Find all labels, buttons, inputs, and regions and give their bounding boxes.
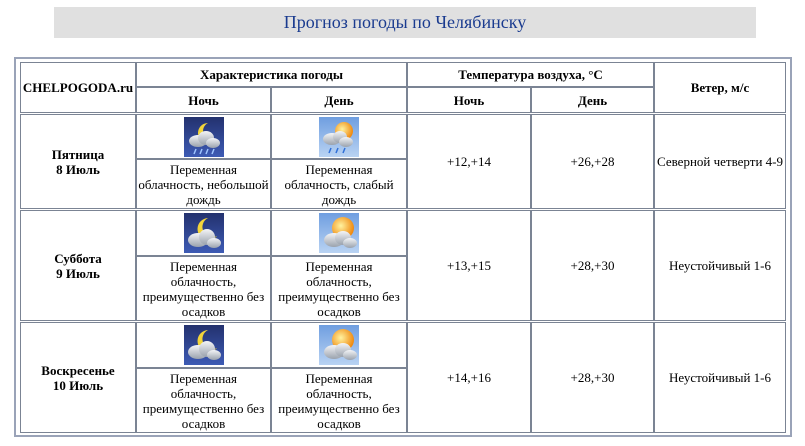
day-description: Переменная облачность, слабый дождь [271, 159, 407, 209]
night-icon-cell [136, 210, 271, 256]
night-icon-cell [136, 114, 271, 159]
night-description: Переменная облачность, преимущественно без осадков [136, 256, 271, 321]
header-temp-day: День [531, 87, 654, 113]
site-name: CHELPOGODA.ru [20, 62, 136, 113]
wind: Северной четверти 4-9 [654, 114, 786, 209]
day-sun-cloud-icon [319, 325, 359, 365]
day-label [20, 114, 136, 209]
night-description: Переменная облачность, преимущественно без осадков [136, 368, 271, 433]
night-icon-cell [136, 322, 271, 368]
title-bar [54, 7, 756, 38]
header-temp: Температура воздуха, °С [407, 62, 654, 87]
weekday: Воскресенье [41, 362, 115, 378]
header-wind: Ветер, м/с [654, 62, 786, 113]
day-label [20, 322, 136, 433]
day-icon-cell [271, 114, 407, 159]
header-weather: Характеристика погоды [136, 62, 407, 87]
day-description: Переменная облачность, преимущественно без осадков [271, 368, 407, 433]
wind: Неустойчивый 1-6 [654, 322, 786, 433]
weekday: Суббота [54, 250, 102, 266]
header-weather-day: День [271, 87, 407, 113]
temp-night: +13,+15 [407, 210, 531, 321]
date: 8 Июль [56, 161, 100, 177]
night-description: Переменная облачность, небольшой дождь [136, 159, 271, 209]
weekday: Пятница [51, 146, 105, 162]
day-sun-cloud-rain-icon [319, 117, 359, 157]
wind: Неустойчивый 1-6 [654, 210, 786, 321]
night-moon-cloud-icon [184, 325, 224, 365]
temp-day: +28,+30 [531, 210, 654, 321]
header-weather-night: Ночь [136, 87, 271, 113]
temp-day: +26,+28 [531, 114, 654, 209]
day-icon-cell [271, 210, 407, 256]
date: 10 Июль [52, 377, 104, 393]
date: 9 Июль [56, 265, 100, 281]
day-label [20, 210, 136, 321]
night-moon-cloud-icon [184, 213, 224, 253]
day-icon-cell [271, 322, 407, 368]
night-moon-cloud-rain-icon [184, 117, 224, 157]
forecast-table [14, 57, 792, 437]
header-temp-night: Ночь [407, 87, 531, 113]
temp-night: +12,+14 [407, 114, 531, 209]
temp-day: +28,+30 [531, 322, 654, 433]
page-title: Прогноз погоды по Челябинску [283, 12, 527, 32]
day-sun-cloud-icon [319, 213, 359, 253]
temp-night: +14,+16 [407, 322, 531, 433]
day-description: Переменная облачность, преимущественно без осадков [271, 256, 407, 321]
